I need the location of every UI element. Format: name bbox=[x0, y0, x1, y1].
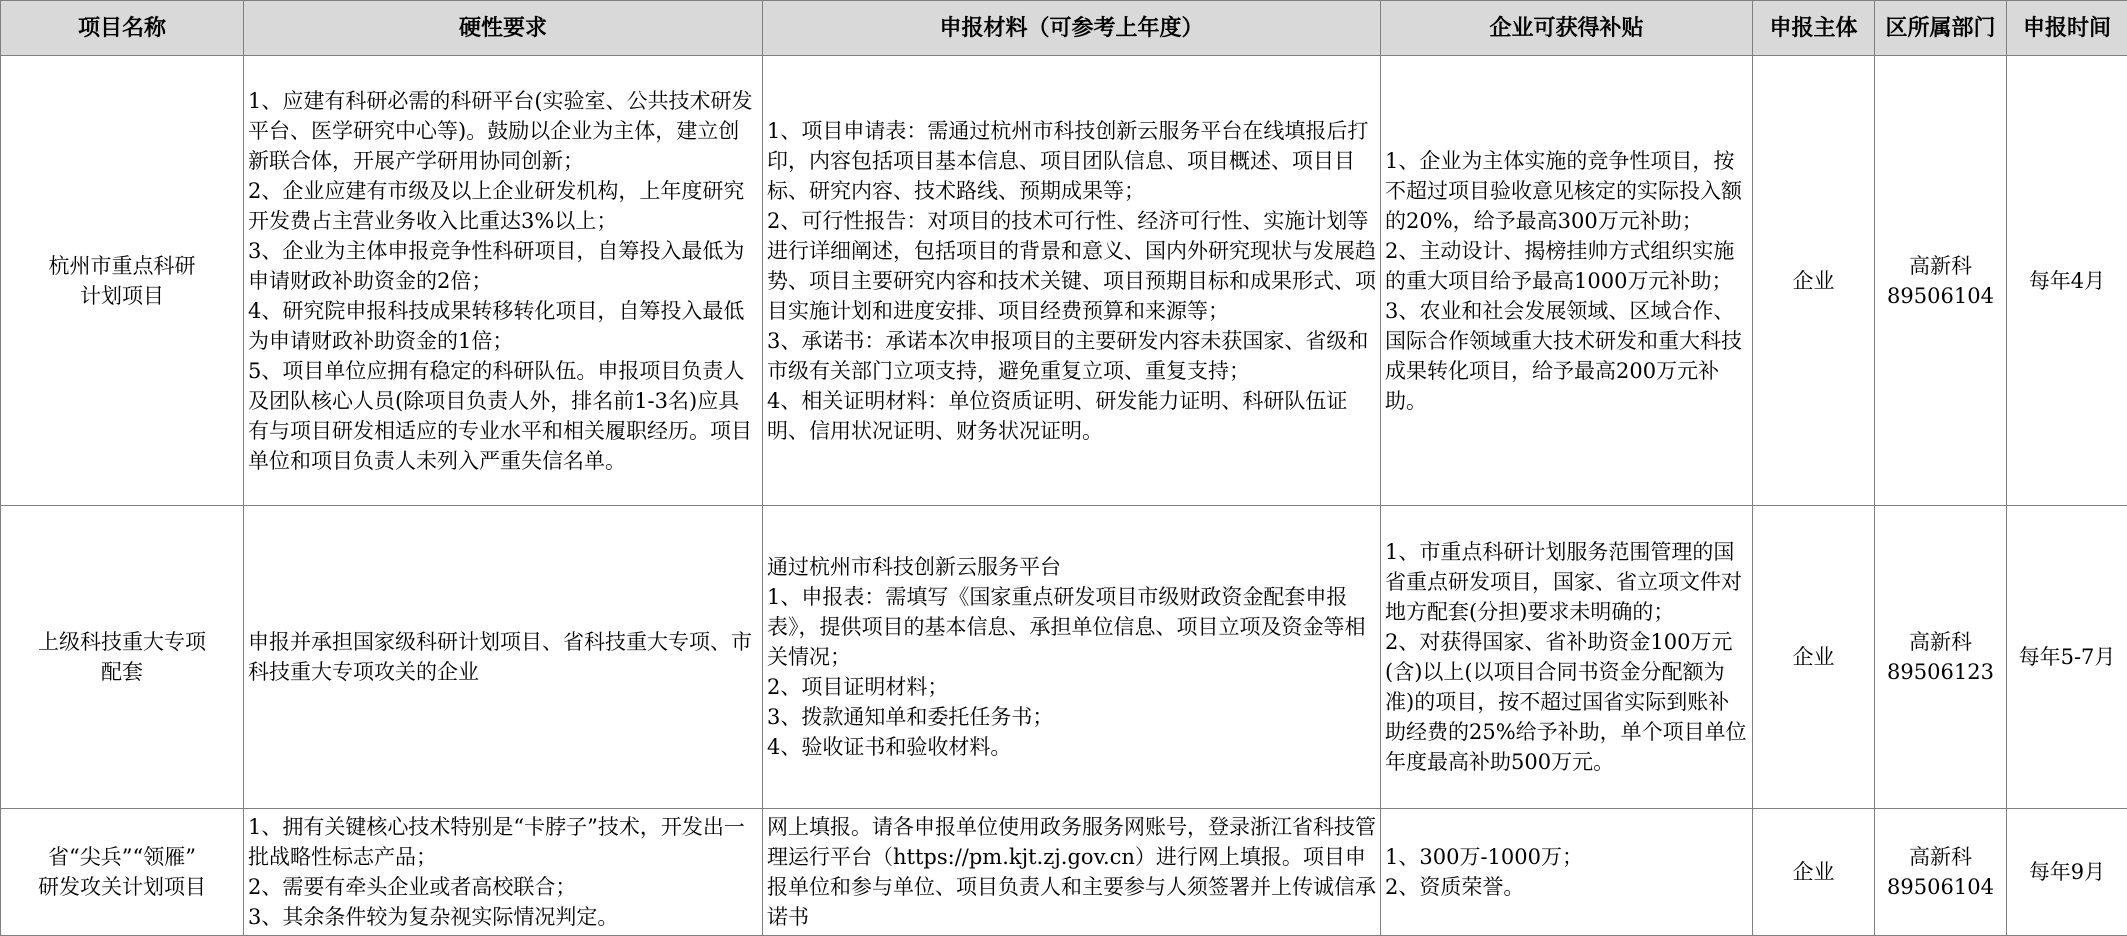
cell-subsidy[interactable]: 1、企业为主体实施的竞争性项目，按不超过项目验收意见核定的实际投入额的20%，给予最高300万元补助； 2、主动设计、揭榜挂帅方式组织实施的重大项目给予最高1000万元补助； 3、农业和社会发展领域、区域合作、国际合作领域重大技术研发和重大科技成果转化项目，给予最高200万元补助。 bbox=[1381, 56, 1753, 506]
header-time[interactable]: 申报时间 bbox=[2007, 1, 2127, 56]
header-applicant[interactable]: 申报主体 bbox=[1753, 1, 1875, 56]
cell-project-name[interactable]: 杭州市重点科研 计划项目 bbox=[1, 56, 244, 506]
cell-requirements[interactable]: 1、应建有科研必需的科研平台(实验室、公共技术研发平台、医学研究中心等)。鼓励以企业为主体，建立创新联合体，开展产学研用协同创新； 2、企业应建有市级及以上企业研发机构，上年度研究开发费占主营业务收入比重达3%以上； 3、企业为主体申报竞争性科研项目，自筹投入最低为申请财政补助资金的2倍； 4、研究院申报科技成果转移转化项目，自筹投入最低为申请财政补助资金的1倍； 5、项目单位应拥有稳定的科研队伍。申报项目负责人及团队核心人员(除项目负责人外，排名前1-3名)应具有与项目研发相适应的专业水平和相关履职经历。项目单位和项目负责人未列入严重失信名单。 bbox=[244, 56, 763, 506]
header-materials[interactable]: 申报材料（可参考上年度） bbox=[763, 1, 1381, 56]
cell-applicant[interactable]: 企业 bbox=[1753, 809, 1875, 936]
cell-subsidy[interactable]: 1、市重点科研计划服务范围管理的国省重点研发项目，国家、省立项文件对地方配套(分担)要求未明确的； 2、对获得国家、省补助资金100万元(含)以上(以项目合同书资金分配额为准)的项目，按不超过国省实际到账补助经费的25%给予补助，单个项目单位年度最高补助500万元。 bbox=[1381, 506, 1753, 809]
table-row bbox=[1, 56, 2127, 506]
table-row bbox=[1, 506, 2127, 809]
table-row bbox=[1, 809, 2127, 936]
header-subsidy[interactable]: 企业可获得补贴 bbox=[1381, 1, 1753, 56]
cell-requirements[interactable]: 申报并承担国家级科研计划项目、省科技重大专项、市科技重大专项攻关的企业 bbox=[244, 506, 763, 809]
cell-applicant[interactable]: 企业 bbox=[1753, 506, 1875, 809]
cell-time[interactable]: 每年4月 bbox=[2007, 56, 2127, 506]
cell-subsidy[interactable]: 1、300万-1000万； 2、资质荣誉。 bbox=[1381, 809, 1753, 936]
header-department[interactable]: 区所属部门 bbox=[1875, 1, 2007, 56]
cell-materials[interactable]: 通过杭州市科技创新云服务平台 1、申报表：需填写《国家重点研发项目市级财政资金配套申报表》，提供项目的基本信息、承担单位信息、项目立项及资金等相关情况； 2、项目证明材料； 3、拨款通知单和委托任务书； 4、验收证书和验收材料。 bbox=[763, 506, 1381, 809]
cell-time[interactable]: 每年5-7月 bbox=[2007, 506, 2127, 809]
cell-project-name[interactable]: 上级科技重大专项 配套 bbox=[1, 506, 244, 809]
header-row bbox=[1, 1, 2127, 56]
header-requirements[interactable]: 硬性要求 bbox=[244, 1, 763, 56]
cell-materials[interactable]: 1、项目申请表：需通过杭州市科技创新云服务平台在线填报后打印，内容包括项目基本信息、项目团队信息、项目概述、项目目标、研究内容、技术路线、预期成果等； 2、可行性报告：对项目的技术可行性、经济可行性、实施计划等进行详细阐述，包括项目的背景和意义、国内外研究现状与发展趋势、项目主要研究内容和技术关键、项目预期目标和成果形式、项目实施计划和进度安排、项目经费预算和来源等； 3、承诺书：承诺本次申报项目的主要研发内容未获国家、省级和市级有关部门立项支持，避免重复立项、重复支持； 4、相关证明材料：单位资质证明、研发能力证明、科研队伍证明、信用状况证明、财务状况证明。 bbox=[763, 56, 1381, 506]
cell-materials[interactable]: 网上填报。请各申报单位使用政务服务网账号，登录浙江省科技管理运行平台（https://pm.kjt.zj.gov.cn）进行网上填报。项目申报单位和参与单位、项目负责人和主要参与人须签署并上传诚信承诺书 bbox=[763, 809, 1381, 936]
cell-department[interactable]: 高新科 89506104 bbox=[1875, 809, 2007, 936]
cell-department[interactable]: 高新科 89506123 bbox=[1875, 506, 2007, 809]
cell-time[interactable]: 每年9月 bbox=[2007, 809, 2127, 936]
cell-applicant[interactable]: 企业 bbox=[1753, 56, 1875, 506]
cell-project-name[interactable]: 省“尖兵”“领雁” 研发攻关计划项目 bbox=[1, 809, 244, 936]
header-project-name[interactable]: 项目名称 bbox=[1, 1, 244, 56]
cell-requirements[interactable]: 1、拥有关键核心技术特别是“卡脖子”技术，开发出一批战略性标志产品； 2、需要有牵头企业或者高校联合； 3、其余条件较为复杂视实际情况判定。 bbox=[244, 809, 763, 936]
cell-department[interactable]: 高新科 89506104 bbox=[1875, 56, 2007, 506]
